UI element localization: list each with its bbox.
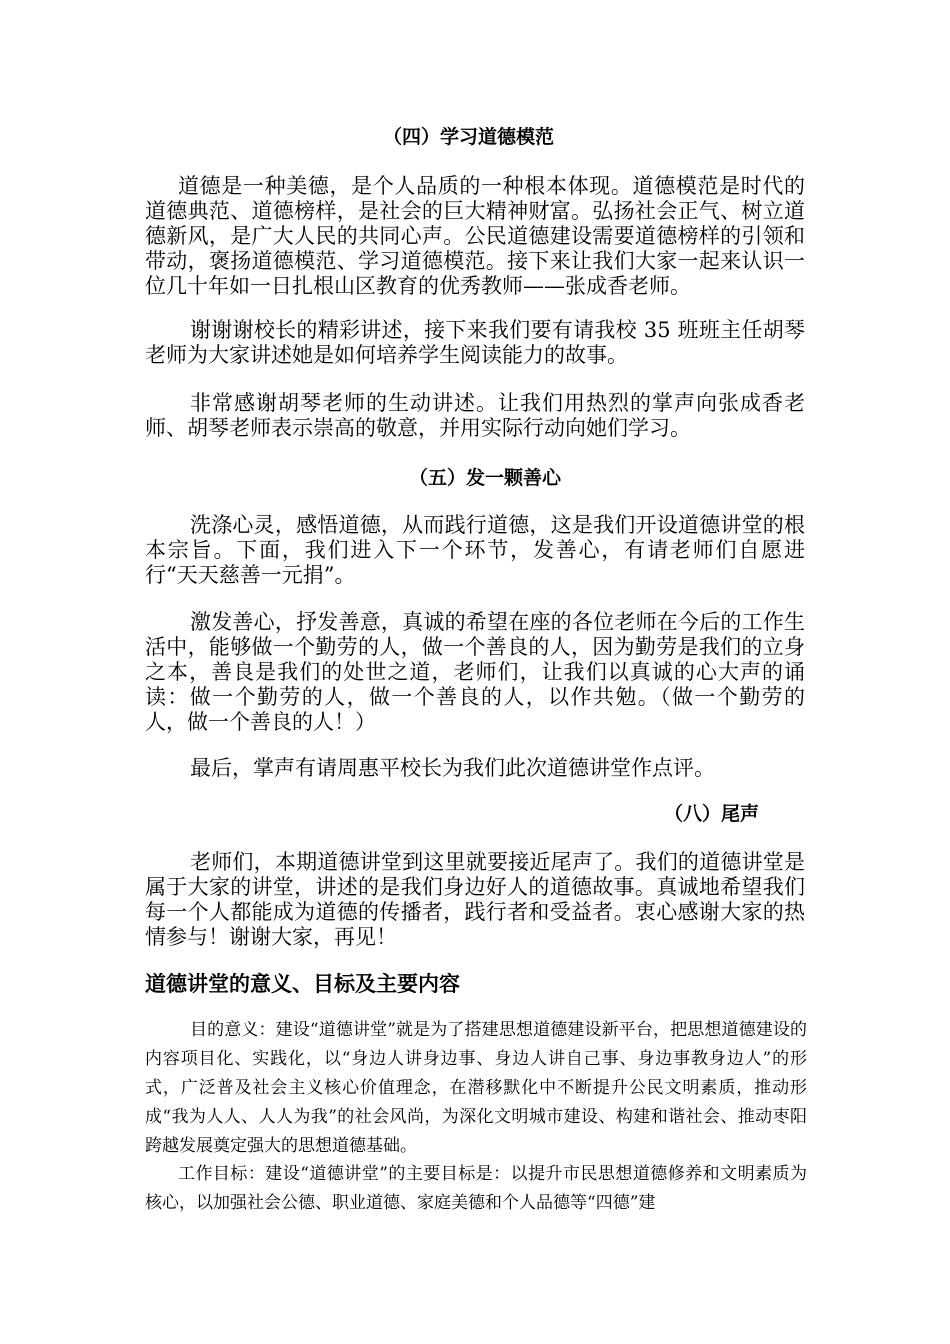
section-5-title: （五）发一颗善心 [409, 467, 562, 489]
section-4-paragraph-3: 非常感谢胡琴老师的生动讲述。让我们用热烈的掌声向张成香老师、胡琴老师表示崇高的敬意，并用实际行动向她们学习。 [145, 391, 805, 440]
goal-paragraph: 工作目标：建设“道德讲堂”的主要目标是：以提升市民思想道德修养和文明素质为核心，以加强社会公德、职业道德、家庭美德和个人品德等“四德”建 [145, 1164, 807, 1213]
section-5-paragraph-3: 最后，掌声有请周惠平校长为我们此次道德讲堂作点评。 [190, 756, 715, 780]
main-heading: 道德讲堂的意义、目标及主要内容 [145, 972, 460, 996]
section-4-paragraph-2: 谢谢谢校长的精彩讲述，接下来我们要有请我校 35 班班主任胡琴老师为大家讲述她是如何培养学生阅读能力的故事。 [145, 318, 805, 367]
section-4-title: （四）学习道德模范 [383, 126, 555, 148]
section-5-paragraph-1: 洗涤心灵，感悟道德，从而践行道德，这是我们开设道德讲堂的根本宗旨。下面，我们进入下一个环节，发善心，有请老师们自愿进行“天天慈善一元捐”。 [145, 513, 805, 587]
section-5-paragraph-2: 激发善心，抒发善意，真诚的希望在座的各位老师在今后的工作生活中，能够做一个勤劳的人，做一个善良的人，因为勤劳是我们的立身之本，善良是我们的处世之道，老师们，让我们以真诚的心大声的诵读：做一个勤劳的人，做一个善良的人，以作共勉。（做一个勤劳的人，做一个善良的人！） [145, 610, 805, 734]
meaning-paragraph: 目的意义：建设“道德讲堂”就是为了搭建思想道德建设新平台，把思想道德建设的内容项目化、实践化，以“身边人讲身边事、身边人讲自己事、身边事教身边人”的形式，广泛普及社会主义核心价值理念，在潜移默化中不断提升公民文明素质，推动形成“我为人人、人人为我”的社会风尚，为深化文明城市建设、构建和谐社会、推动枣阳跨越发展奠定强大的思想道德基础。 [145, 1020, 807, 1156]
section-4-paragraph-1: 道德是一种美德，是个人品质的一种根本体现。道德模范是时代的道德典范、道德榜样，是社会的巨大精神财富。弘扬社会正气、树立道德新风，是广大人民的共同心声。公民道德建设需要道德榜样的引领和带动，褒扬道德模范、学习道德模范。接下来让我们大家一起来认识一位几十年如一日扎根山区教育的优秀教师——张成香老师。 [145, 174, 805, 298]
section-8-title: （八）尾声 [664, 803, 760, 825]
section-8-paragraph-1: 老师们，本期道德讲堂到这里就要接近尾声了。我们的道德讲堂是属于大家的讲堂，讲述的是我们身边好人的道德故事。真诚地希望我们每一个人都能成为道德的传播者，践行者和受益者。衷心感谢大家的热情参与！谢谢大家，再见！ [145, 850, 805, 949]
